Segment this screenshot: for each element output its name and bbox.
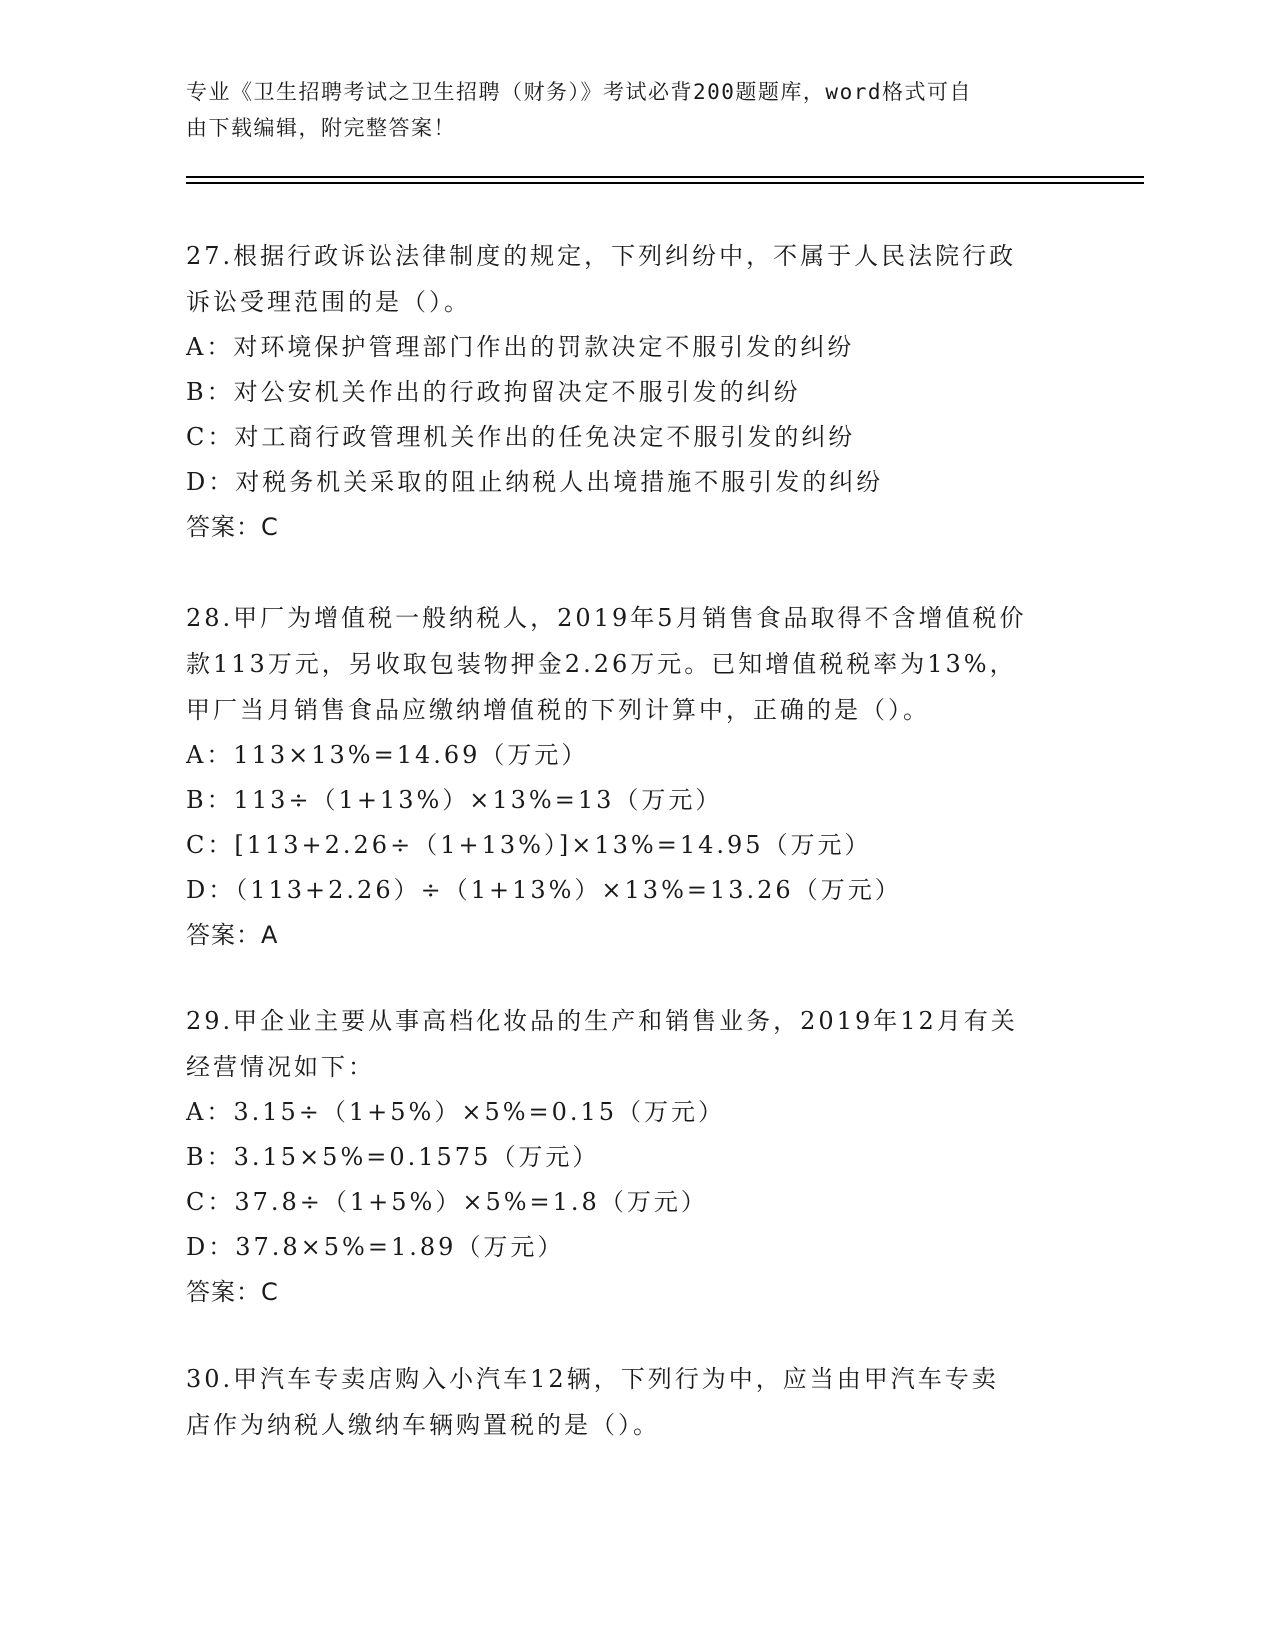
question-stem-line: 27.根据行政诉讼法律制度的规定，下列纠纷中，不属于人民法院行政 — [186, 242, 1017, 270]
option-c: C：对工商行政管理机关作出的任免决定不服引发的纠纷 — [186, 423, 856, 451]
question-stem-line: 经营情况如下： — [186, 1053, 375, 1081]
header-line-2: 由下载编辑，附完整答案！ — [186, 116, 456, 140]
option-c: C：37.8÷（1+5%）×5%=1.8（万元） — [186, 1188, 708, 1216]
answer: 答案：C — [186, 513, 279, 541]
option-d: D：37.8×5%=1.89（万元） — [186, 1233, 565, 1261]
header-divider-top — [186, 176, 1144, 178]
option-a: A：对环境保护管理部门作出的罚款决定不服引发的纠纷 — [186, 333, 855, 361]
question-stem-line: 诉讼受理范围的是（）。 — [186, 288, 471, 316]
question-stem-line: 28.甲厂为增值税一般纳税人，2019年5月销售食品取得不含增值税价 — [186, 604, 1027, 632]
question-30 — [186, 1356, 1086, 1448]
option-c: C：[113+2.26÷（1+13%）]×13%=14.95（万元） — [186, 831, 872, 859]
question-stem-line: 30.甲汽车专卖店购入小汽车12辆，下列行为中，应当由甲汽车专卖 — [186, 1365, 999, 1393]
question-stem-line: 甲厂当月销售食品应缴纳增值税的下列计算中，正确的是（）。 — [186, 696, 930, 724]
question-27 — [186, 233, 1086, 550]
question-stem-line: 29.甲企业主要从事高档化妆品的生产和销售业务，2019年12月有关 — [186, 1007, 1018, 1035]
answer: 答案：C — [186, 1278, 279, 1306]
question-stem-line: 店作为纳税人缴纳车辆购置税的是（）。 — [186, 1411, 660, 1439]
option-b: B：3.15×5%=0.1575（万元） — [186, 1143, 600, 1171]
option-b: B：对公安机关作出的行政拘留决定不服引发的纠纷 — [186, 378, 801, 406]
question-stem-line: 款113万元，另收取包装物押金2.26万元。已知增值税税率为13%， — [186, 650, 1017, 678]
answer: 答案：A — [186, 921, 279, 949]
option-a: A：3.15÷（1+5%）×5%=0.15（万元） — [186, 1098, 726, 1126]
header-line-1: 专业《卫生招聘考试之卫生招聘（财务）》考试必背200题题库，word格式可自 — [186, 80, 972, 104]
question-29 — [186, 998, 1086, 1315]
document-header — [186, 74, 1066, 146]
option-b: B：113÷（1+13%）×13%=13（万元） — [186, 786, 723, 814]
option-d: D：对税务机关采取的阻止纳税人出境措施不服引发的纠纷 — [186, 468, 884, 496]
option-a: A：113×13%=14.69（万元） — [186, 741, 589, 769]
question-28 — [186, 595, 1086, 958]
option-d: D：（113+2.26）÷（1+13%）×13%=13.26（万元） — [186, 876, 902, 904]
header-divider-bottom — [186, 182, 1144, 184]
